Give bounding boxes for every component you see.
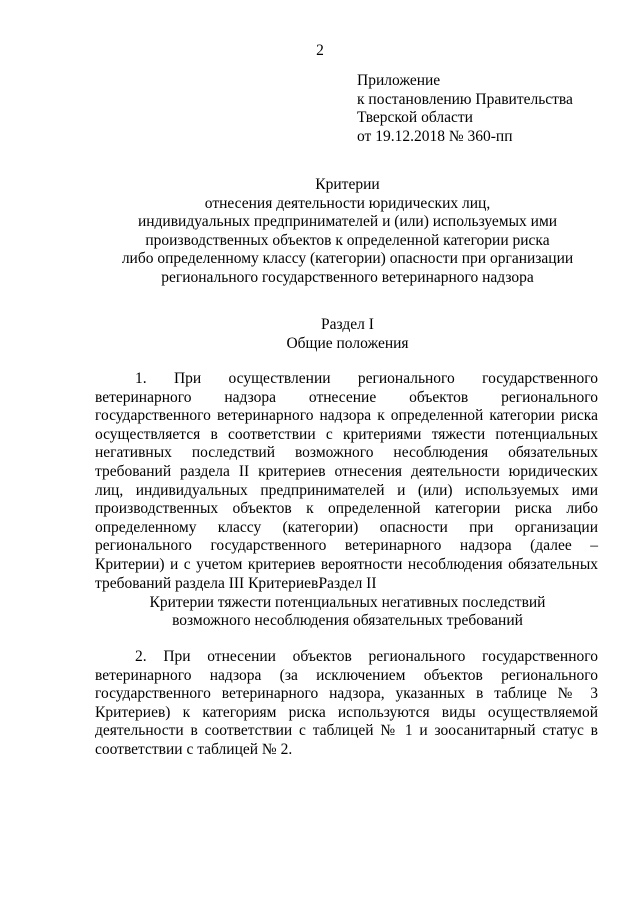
paragraph-2: 2. При отнесении объектов регионального государственного ветеринарного надзора (за исключением объектов регионального государственного ветеринарного надзора, указанных в таблице № 3 Критериев) к категориям риска используются виды осуществляемой деятельности в соответствии с таблицей № 1 и зоосанитарный статус в соответствии с таблицей № 2. [95, 648, 598, 758]
annex-line: Тверской области [357, 109, 473, 127]
page-number: 2 [316, 42, 324, 59]
title-line: либо определенному классу (категории) опасности при организации [121, 250, 574, 268]
paragraph-1: 1. При осуществлении регионального государственного ветеринарного надзора отнесение объектов регионального государственного ветеринарного надзора к определенной категории риска осуществляется в соответствии с критериями тяжести потенциальных негативных последствий возможного несоблюдения обязательных требований раздела II критериев отнесения деятельности юридических лиц, индивидуальных предпринимателей и (или) используемых ими производственных объектов к определенной категории риска либо определенному классу (категории) опасности при организации регионального государственного ветеринарного надзора (далее – Критерии) и с учетом критериев вероятности несоблюдения обязательных требований раздела III Критериев. [95, 370, 598, 592]
document-title [95, 176, 600, 288]
section-1-title: Общие положения [286, 334, 409, 352]
title-line: индивидуальных предпринимателей и (или) используемых ими [137, 213, 558, 231]
section-1-label: Раздел I [321, 316, 374, 333]
section-1-heading [95, 316, 600, 353]
annex-block [357, 72, 627, 146]
section-2-title-line: возможного несоблюдения обязательных требований [172, 612, 523, 630]
annex-line: от 19.12.2018 № 360-пп [357, 127, 513, 145]
title-line: отнесения деятельности юридических лиц, [204, 194, 491, 212]
title-heading: Критерии [315, 176, 380, 193]
section-2-label: Раздел II [318, 575, 377, 592]
annex-line: Приложение [357, 72, 441, 89]
section-2-heading [95, 575, 600, 631]
section-2-title-line: Критерии тяжести потенциальных негативных последствий [149, 593, 546, 611]
title-line: регионального государственного ветеринарного надзора [161, 268, 534, 286]
title-line: производственных объектов к определенной категории риска [145, 231, 550, 249]
annex-line: к постановлению Правительства [357, 90, 573, 108]
